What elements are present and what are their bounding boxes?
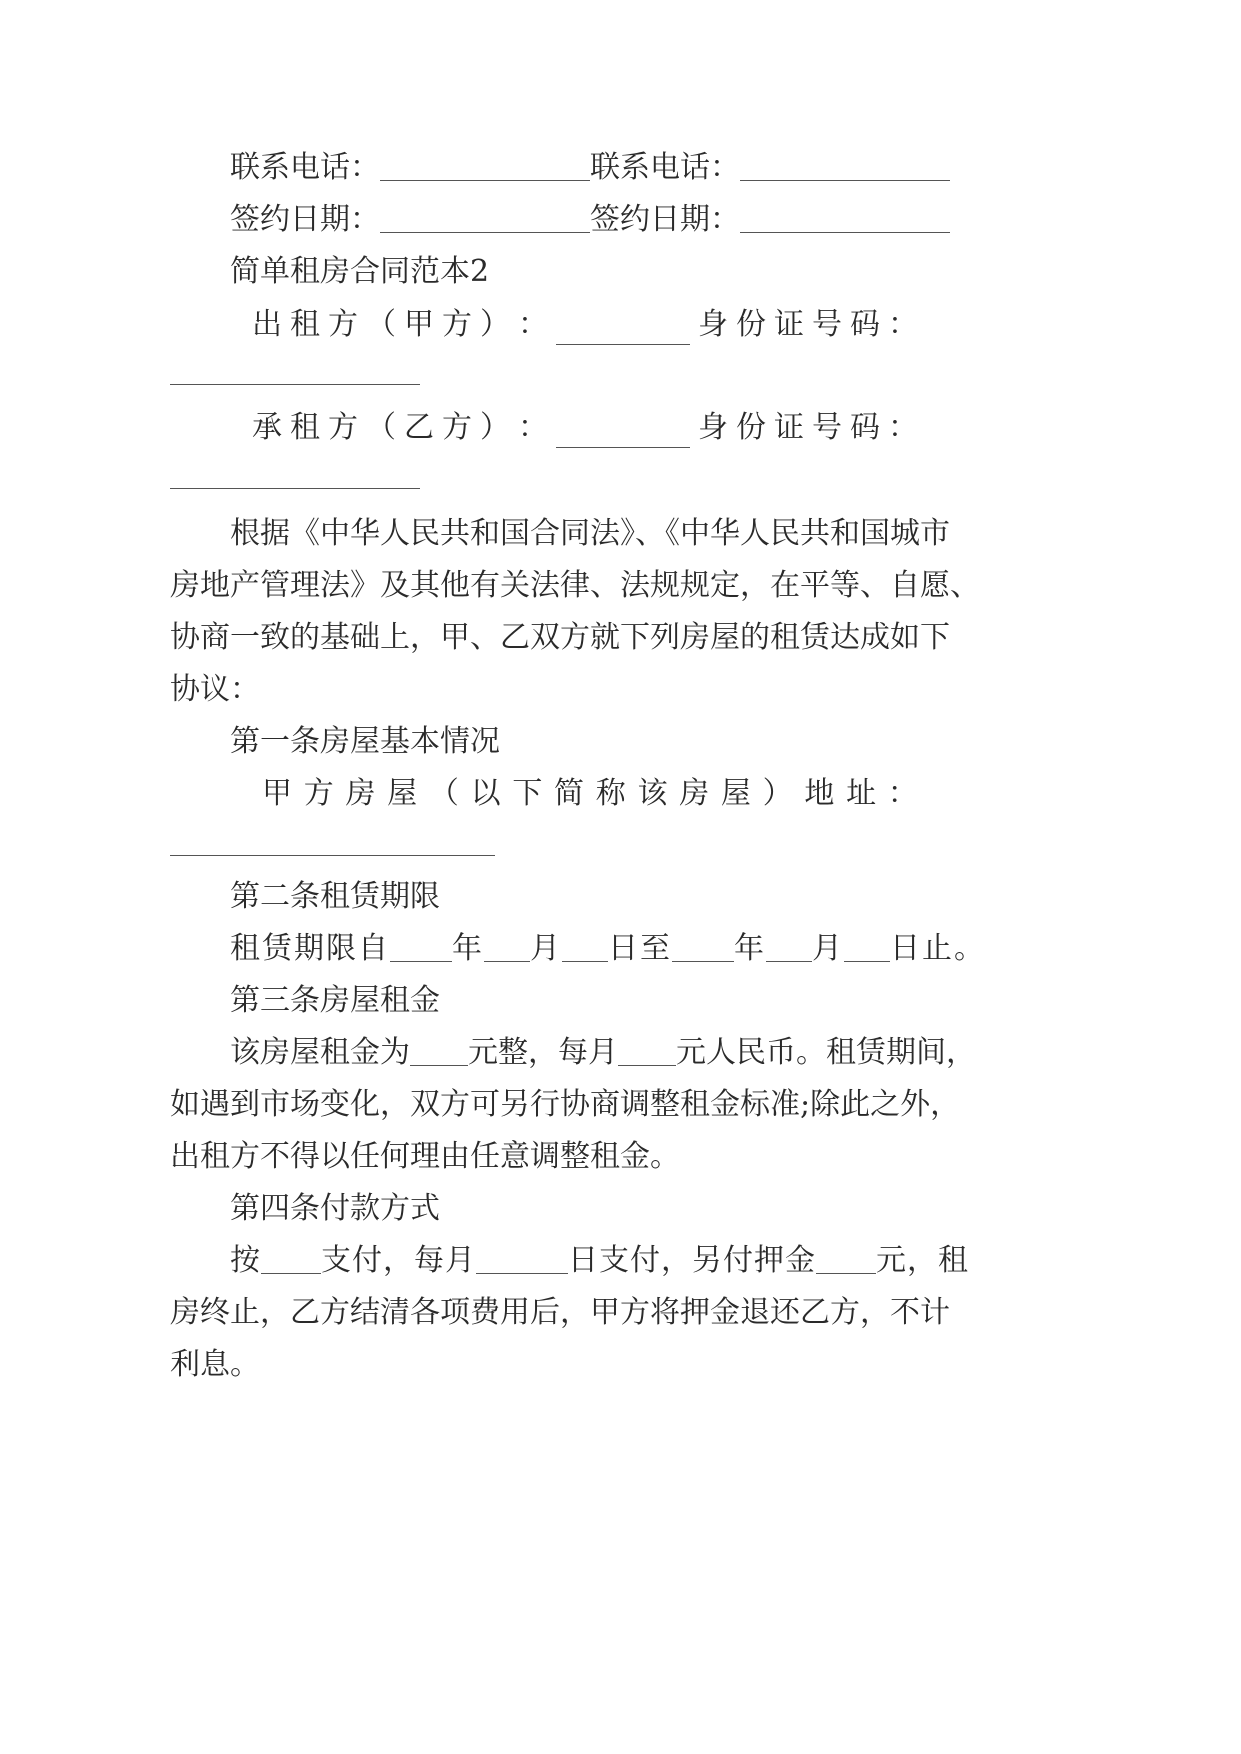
lessee-char: ： [888, 410, 918, 445]
rent-text: 该房屋租金为 [230, 1035, 410, 1070]
payment-day-blank [476, 1243, 568, 1274]
lessor-char: 方 [442, 307, 472, 342]
preamble-line-4: 协议： [170, 672, 260, 707]
lessor-char: ： [518, 307, 548, 342]
address-char: 下 [512, 776, 543, 811]
contact-phone-line [230, 148, 950, 188]
lessor-char: 甲 [404, 307, 434, 342]
date-blank-b [740, 202, 950, 233]
payment-text: 按 [230, 1243, 261, 1278]
date-blank-a [380, 202, 590, 233]
term-end-month-blank [766, 931, 812, 962]
address-char: ） [762, 776, 793, 811]
address-char: （ [428, 776, 459, 811]
lessor-id-blank [170, 384, 420, 385]
lessor-line [252, 305, 918, 345]
deposit-blank [816, 1243, 876, 1274]
address-char: 屋 [387, 776, 418, 811]
article2-heading: 第二条租赁期限 [230, 879, 440, 914]
rent-text: 元整，每月 [468, 1035, 618, 1070]
phone-blank-b [740, 150, 950, 181]
lessor-char: 号 [812, 307, 842, 342]
lessee-char: 号 [812, 410, 842, 445]
lessor-char: 租 [290, 307, 320, 342]
address-char: 屋 [720, 776, 751, 811]
address-char: 以 [470, 776, 501, 811]
lessee-char: 租 [290, 410, 320, 445]
lessee-char: 码 [850, 410, 880, 445]
term-start-month-blank [484, 931, 530, 962]
term-end-day-blank [844, 931, 890, 962]
payment-text: 元，租 [876, 1243, 969, 1278]
lessee-char: 身 [698, 410, 728, 445]
lessor-char: 出 [252, 307, 282, 342]
address-char: 甲 [262, 776, 292, 811]
lessee-char: 方 [328, 410, 358, 445]
article3-line-3: 出租方不得以任何理由任意调整租金。 [170, 1139, 680, 1174]
lessee-name-blank [556, 417, 690, 448]
address-blank [170, 855, 495, 856]
preamble-line-2: 房地产管理法》及其他有关法律、法规规定，在平等、自愿、 [170, 568, 980, 603]
article1-heading: 第一条房屋基本情况 [230, 724, 500, 759]
payment-text: 日支付，另付押金 [568, 1243, 816, 1278]
lessee-char: 乙 [404, 410, 434, 445]
preamble-line-3: 协商一致的基础上，甲、乙双方就下列房屋的租赁达成如下 [170, 620, 950, 655]
phone-label-a: 联系电话： [230, 150, 380, 185]
document-heading: 简单租房合同范本2 [230, 254, 490, 289]
article2-term-line [230, 929, 986, 969]
address-char: 称 [595, 776, 626, 811]
article4-heading: 第四条付款方式 [230, 1191, 440, 1226]
lessee-char: ） [480, 410, 510, 445]
address-char: 房 [345, 776, 376, 811]
address-char: 该 [637, 776, 668, 811]
payment-method-blank [261, 1243, 321, 1274]
lessor-char: 身 [698, 307, 728, 342]
address-char: 地 [804, 776, 835, 811]
term-text: 租赁期限自 [230, 931, 390, 966]
lessee-char: 证 [774, 410, 804, 445]
signing-date-line [230, 200, 950, 240]
rent-text: 元人民币。租赁期间， [676, 1035, 976, 1070]
term-text: 日至 [608, 931, 672, 966]
phone-label-b: 联系电话： [590, 150, 740, 185]
lessee-char: 承 [252, 410, 282, 445]
lessor-char: 方 [328, 307, 358, 342]
lessor-char: 码 [850, 307, 880, 342]
address-char: 方 [303, 776, 334, 811]
address-char: 简 [554, 776, 585, 811]
term-text: 月 [530, 931, 562, 966]
date-label-a: 签约日期： [230, 202, 380, 237]
term-text: 年 [452, 931, 484, 966]
term-text: 月 [812, 931, 844, 966]
article1-address-line [262, 774, 918, 814]
lessor-name-blank [556, 314, 690, 345]
lessee-char: 方 [442, 410, 472, 445]
lessor-char: 份 [736, 307, 766, 342]
address-char: 房 [679, 776, 710, 811]
preamble-line-1: 根据《中华人民共和国合同法》、《中华人民共和国城市 [230, 516, 950, 551]
term-text: 年 [734, 931, 766, 966]
phone-blank-a [380, 150, 590, 181]
payment-text: 支付，每月 [321, 1243, 476, 1278]
article4-line-2: 房终止，乙方结清各项费用后，甲方将押金退还乙方，不计 [170, 1295, 950, 1330]
article3-rent-line [230, 1033, 976, 1073]
lessee-char: （ [366, 410, 396, 445]
rent-total-blank [410, 1035, 468, 1066]
lessor-char: 证 [774, 307, 804, 342]
article3-heading: 第三条房屋租金 [230, 983, 440, 1018]
lessor-char: ： [888, 307, 918, 342]
lessor-char: （ [366, 307, 396, 342]
lessee-line [252, 408, 918, 448]
lessee-char: ： [518, 410, 548, 445]
date-label-b: 签约日期： [590, 202, 740, 237]
lessor-char: ） [480, 307, 510, 342]
rent-monthly-blank [618, 1035, 676, 1066]
term-start-day-blank [562, 931, 608, 962]
article4-payment-line [230, 1241, 969, 1281]
term-start-year-blank [390, 931, 452, 962]
address-char: ： [887, 776, 918, 811]
article3-line-2: 如遇到市场变化，双方可另行协商调整租金标准;除此之外， [170, 1087, 961, 1122]
lessee-char: 份 [736, 410, 766, 445]
term-text: 日止。 [890, 931, 986, 966]
lessee-id-blank [170, 488, 420, 489]
term-end-year-blank [672, 931, 734, 962]
address-char: 址 [846, 776, 877, 811]
article4-line-3: 利息。 [170, 1347, 260, 1382]
